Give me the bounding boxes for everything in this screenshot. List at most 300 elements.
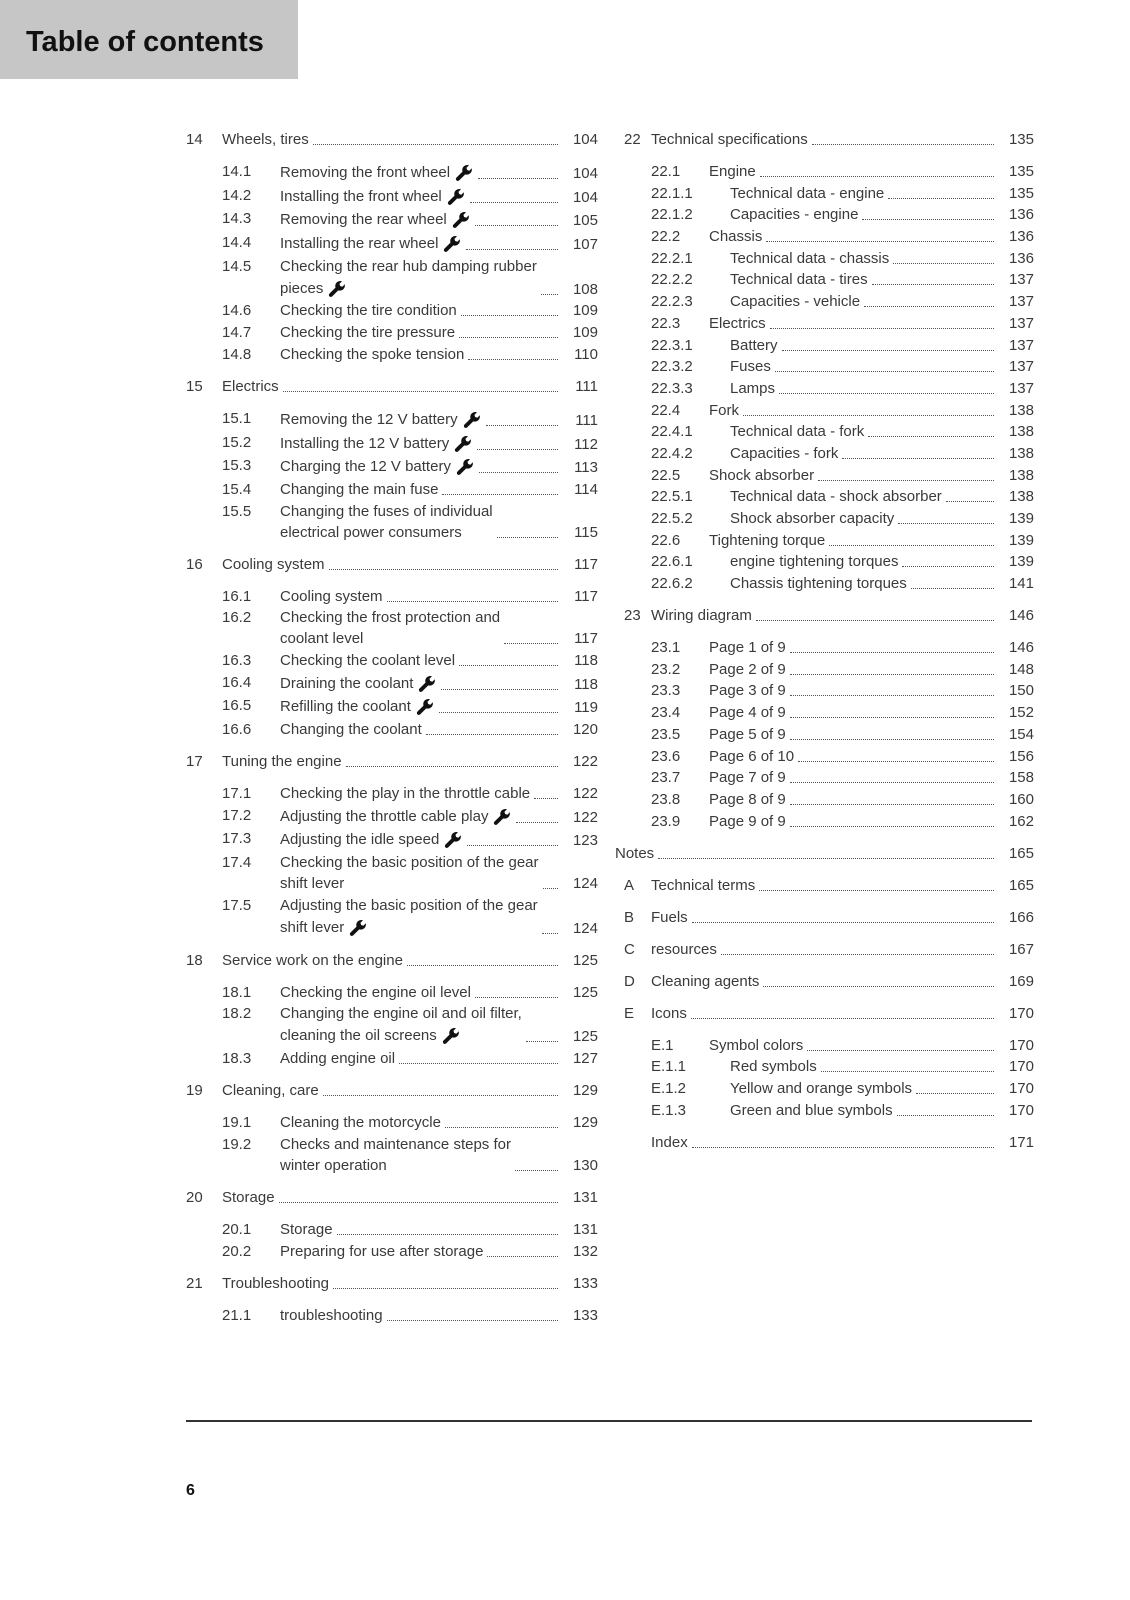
dot-leader [658, 857, 994, 859]
toc-entry-22-2[interactable] [624, 228, 1034, 246]
toc-entry-number: 15.5 [222, 502, 252, 520]
toc-entry-15[interactable] [186, 378, 598, 396]
dot-leader [534, 797, 558, 799]
dot-leader [911, 587, 994, 589]
toc-entry-page-number: 139 [1008, 510, 1034, 527]
toc-entry-page-number: 108 [572, 280, 598, 298]
toc-entry-22-3-1[interactable] [624, 337, 1034, 355]
dot-leader [337, 1233, 558, 1235]
toc-entry-23-2[interactable] [624, 661, 1034, 679]
toc-entry-number: 22.3.3 [651, 379, 693, 397]
toc-entry-16-4[interactable] [186, 674, 598, 694]
dot-leader [829, 544, 994, 546]
toc-entry-page-number: 105 [572, 212, 598, 230]
toc-entry-title: Icons [651, 1004, 687, 1022]
toc-entry-title: Notes [615, 844, 655, 862]
toc-entry-title: Chassis [709, 228, 763, 246]
toc-entry-number: 18.1 [222, 983, 252, 1001]
toc-entry-16-3[interactable] [186, 652, 598, 670]
toc-entry-15-4[interactable] [186, 481, 598, 499]
toc-entry-number: 17.5 [222, 896, 252, 914]
dot-leader [782, 349, 994, 351]
toc-entry-14-4[interactable] [186, 234, 598, 254]
toc-entry-23[interactable] [624, 607, 1034, 625]
dot-leader [790, 781, 994, 783]
toc-entry-title: Capacities - fork [730, 444, 839, 462]
toc-entry-number: 16.3 [222, 651, 252, 669]
toc-entry-number: 22.2.3 [651, 293, 693, 311]
toc-entry-page-number: 130 [572, 1156, 598, 1174]
dot-leader [868, 435, 994, 437]
toc-entry-number: 16 [186, 555, 203, 573]
toc-entry-title: Adjusting the basic position of the gear [280, 896, 538, 914]
dot-leader [864, 305, 994, 307]
wrench-icon [455, 457, 475, 477]
wrench-icon [446, 187, 466, 207]
toc-entry-title-continued: shift lever [280, 875, 345, 893]
toc-entry-e[interactable] [624, 1005, 1034, 1023]
dot-leader [842, 457, 994, 459]
toc-entry-page-number: 104 [572, 188, 598, 206]
toc-entry-number: 22.3 [651, 314, 681, 332]
toc-entry-title: Cleaning agents [651, 972, 760, 990]
dot-leader [526, 1040, 558, 1042]
dot-leader [387, 1319, 558, 1321]
toc-entry-number: 22.2 [651, 228, 681, 246]
toc-entry-page-number: 146 [1008, 639, 1034, 657]
toc-entry-page-number: 137 [1008, 336, 1034, 354]
toc-entry-title: Preparing for use after storage [280, 1242, 484, 1260]
dot-leader [399, 1062, 558, 1064]
dot-leader [812, 143, 994, 145]
wrench-icon [462, 410, 482, 430]
toc-entry-page-number: 131 [572, 1220, 598, 1238]
dot-leader [818, 479, 994, 481]
toc-entry-title: Refilling the coolant [280, 697, 435, 717]
toc-entry-page-number: 107 [572, 236, 598, 254]
toc-entry-22-6-1[interactable] [624, 553, 1034, 571]
wrench-icon [417, 674, 437, 694]
toc-entry-page-number: 117 [574, 630, 598, 648]
toc-entry-18-3[interactable] [186, 1050, 598, 1068]
toc-entry-23-3[interactable] [624, 682, 1034, 700]
toc-entry-title-continued: coolant level [280, 630, 364, 648]
toc-entry-e-1[interactable] [624, 1037, 1034, 1055]
dot-leader [807, 1049, 994, 1051]
toc-entry-title: Checks and maintenance steps for [280, 1135, 511, 1153]
toc-entry-e-1-1[interactable] [624, 1058, 1034, 1076]
toc-entry-page-number: 138 [1008, 401, 1034, 419]
toc-entry-page-number: 104 [572, 165, 598, 182]
toc-entry-title: Electrics [709, 314, 766, 332]
toc-entry-20-1[interactable] [186, 1221, 598, 1239]
toc-entry-number: 15.3 [222, 457, 252, 475]
dot-leader [766, 240, 994, 242]
toc-entry-page-number: 135 [1008, 184, 1034, 202]
dot-leader [479, 471, 558, 473]
toc-entry-page-number: 139 [1008, 531, 1034, 549]
dot-leader [760, 175, 994, 177]
dot-leader [478, 177, 558, 179]
toc-entry-16-2[interactable] [186, 609, 598, 648]
toc-entry-22-6[interactable] [624, 532, 1034, 550]
toc-entry-20[interactable] [186, 1189, 598, 1207]
toc-entry-page-number: 122 [572, 785, 598, 802]
wrench-icon [451, 210, 471, 230]
toc-entry-title: Adjusting the idle speed [280, 830, 463, 850]
toc-entry-number: E.1 [651, 1036, 674, 1054]
toc-entry-number: 14.8 [222, 345, 252, 363]
toc-entry-title: Technical data - engine [730, 184, 885, 202]
toc-entry-number: 15.2 [222, 433, 252, 451]
toc-entry-title: Tightening torque [709, 531, 826, 549]
toc-entry-page-number: 167 [1008, 940, 1034, 958]
toc-entry-title: Capacities - engine [730, 206, 859, 224]
toc-entry-page-number: 137 [1008, 271, 1034, 289]
toc-entry-page-number: 111 [575, 411, 598, 429]
wrench-icon [415, 697, 435, 717]
dot-leader [759, 889, 994, 891]
toc-entry-title: Checking the basic position of the gear [280, 854, 539, 872]
toc-entry-number: 16.4 [222, 673, 252, 691]
toc-entry-number: 22.1.1 [651, 184, 693, 202]
toc-entry-page-number: 132 [572, 1242, 598, 1260]
toc-entry-page-number: 165 [1008, 876, 1034, 894]
toc-entry-title: Troubleshooting [222, 1274, 330, 1292]
toc-entry-number: 22.4.1 [651, 423, 693, 441]
toc-entry-number: 19 [186, 1082, 203, 1100]
dot-leader [283, 390, 558, 392]
toc-entry-title: Yellow and orange symbols [730, 1079, 913, 1097]
toc-entry-number: 14.4 [222, 234, 252, 252]
toc-entry-title: Draining the coolant [280, 674, 437, 694]
toc-entry-page-number: 125 [572, 951, 598, 969]
toc-entry-22-1-1[interactable] [624, 185, 1034, 203]
toc-entry-title: Tuning the engine [222, 753, 342, 770]
toc-entry-number: 17.4 [222, 854, 252, 872]
toc-entry-15-5[interactable] [186, 503, 598, 542]
wrench-icon [327, 279, 347, 299]
toc-entry-number: 23.5 [651, 725, 681, 743]
toc-entry-14-2[interactable] [186, 187, 598, 207]
toc-entry-title: Changing the fuses of individual [280, 502, 493, 520]
toc-entry-16-6[interactable] [186, 721, 598, 739]
toc-entry-page-number: 138 [1008, 444, 1034, 462]
toc-entry-b[interactable] [624, 909, 1034, 927]
toc-entry-14-7[interactable] [186, 324, 598, 342]
dot-leader [543, 887, 559, 889]
toc-entry-23-7[interactable] [624, 769, 1034, 787]
toc-entry-title: Page 9 of 9 [709, 812, 786, 830]
toc-entry-page-number: 129 [572, 1082, 598, 1100]
toc-entry-22-1-2[interactable] [624, 206, 1034, 224]
toc-entry-title: Changing the engine oil and oil filter, [280, 1005, 522, 1023]
toc-entry-page-number: 135 [1008, 163, 1034, 180]
toc-entry-14-3[interactable] [186, 210, 598, 230]
toc-entry-22-2-3[interactable] [624, 293, 1034, 311]
toc-entry-18-2[interactable] [186, 1005, 598, 1046]
toc-entry-page-number: 124 [572, 875, 598, 893]
toc-entry-title: Fuels [651, 908, 688, 926]
toc-entry-22-2-1[interactable] [624, 250, 1034, 268]
dot-leader [821, 1070, 994, 1072]
toc-entry-page-number: 133 [572, 1274, 598, 1292]
toc-entry-15-1[interactable] [186, 410, 598, 430]
toc-entry-17-3[interactable] [186, 830, 598, 850]
dot-leader [790, 825, 994, 827]
wrench-icon [492, 807, 512, 827]
dot-leader [763, 985, 994, 987]
dot-leader [790, 651, 994, 653]
toc-entry-14-6[interactable] [186, 302, 598, 320]
dot-leader [461, 314, 558, 316]
toc-entry-number: E.1.3 [651, 1101, 687, 1119]
toc-entry-d[interactable] [624, 973, 1034, 991]
dot-leader [790, 673, 994, 675]
toc-entry-23-9[interactable] [624, 813, 1034, 831]
toc-entry-index[interactable] [624, 1134, 1034, 1152]
wrench-icon [441, 1026, 461, 1046]
toc-entry-title-continued: winter operation [280, 1156, 387, 1174]
dot-leader [468, 358, 558, 360]
dot-leader [445, 1126, 558, 1128]
toc-entry-number: D [624, 972, 635, 990]
toc-entry-page-number: 156 [1008, 747, 1034, 765]
toc-entry-page-number: 122 [572, 808, 598, 826]
toc-entry-23-4[interactable] [624, 704, 1034, 722]
toc-entry-title: Service work on the engine [222, 951, 403, 969]
toc-entry-title: Adjusting the throttle cable play [280, 807, 512, 827]
toc-entry-21[interactable] [186, 1275, 598, 1293]
toc-entry-title: Checking the spoke tension [280, 345, 465, 363]
dot-leader [323, 1094, 558, 1096]
toc-entry-notes[interactable] [615, 844, 1034, 863]
toc-entry-number: 23.7 [651, 769, 681, 787]
toc-entry-page-number: 138 [1008, 466, 1034, 484]
toc-entry-22-5[interactable] [624, 467, 1034, 485]
footer-divider [186, 1420, 1032, 1422]
toc-entry-19[interactable] [186, 1082, 598, 1100]
toc-entry-22-3-3[interactable] [624, 380, 1034, 398]
toc-entry-page-number: 120 [572, 721, 598, 738]
toc-entry-19-1[interactable] [186, 1114, 598, 1132]
toc-entry-14-1[interactable] [186, 163, 598, 183]
toc-entry-22-2-2[interactable] [624, 271, 1034, 289]
toc-entry-page-number: 135 [1008, 131, 1034, 148]
toc-entry-16-1[interactable] [186, 588, 598, 606]
dot-leader [541, 293, 558, 295]
toc-entry-17-2[interactable] [186, 807, 598, 827]
toc-entry-14-5[interactable] [186, 258, 598, 299]
toc-right-column [615, 131, 1034, 1166]
toc-entry-title: Adding engine oil [280, 1050, 396, 1068]
toc-entry-15-2[interactable] [186, 434, 598, 454]
wrench-icon [348, 918, 368, 938]
toc-entry-title: Changing the main fuse [280, 480, 439, 498]
toc-entry-page-number: 170 [1008, 1036, 1034, 1054]
toc-entry-page-number: 137 [1008, 379, 1034, 397]
toc-entry-page-number: 165 [1008, 844, 1034, 862]
toc-entry-page-number: 114 [574, 480, 598, 498]
toc-entry-title: Lamps [730, 379, 776, 397]
toc-entry-title: Page 4 of 9 [709, 704, 786, 722]
toc-entry-22-4-2[interactable] [624, 445, 1034, 463]
toc-entry-page-number: 160 [1008, 790, 1034, 808]
dot-leader [897, 1114, 994, 1116]
toc-entry-number: 22.5.1 [651, 488, 693, 506]
toc-entry-page-number: 138 [1008, 423, 1034, 441]
toc-entry-number: 22.5 [651, 466, 681, 484]
toc-entry-23-5[interactable] [624, 726, 1034, 744]
toc-entry-title: Changing the coolant [280, 721, 422, 738]
toc-entry-page-number: 170 [1008, 1058, 1034, 1076]
dot-leader [475, 224, 558, 226]
toc-entry-page-number: 136 [1008, 228, 1034, 246]
toc-entry-17-1[interactable] [186, 785, 598, 803]
toc-entry-title: Chassis tightening torques [730, 575, 907, 593]
toc-entry-title: Cooling system [280, 587, 383, 605]
toc-entry-16[interactable] [186, 556, 598, 574]
toc-entry-title: Removing the front wheel [280, 163, 474, 183]
toc-entry-number: 14.5 [222, 257, 252, 275]
toc-entry-title: Technical data - chassis [730, 249, 890, 267]
toc-entry-22-3[interactable] [624, 315, 1034, 333]
toc-entry-title: Wheels, tires [222, 131, 309, 148]
toc-entry-23-8[interactable] [624, 791, 1034, 809]
toc-entry-number: E.1.2 [651, 1079, 687, 1097]
toc-entry-page-number: 139 [1008, 553, 1034, 571]
dot-leader [459, 336, 558, 338]
dot-leader [893, 262, 994, 264]
dot-leader [487, 1255, 558, 1257]
toc-entry-e-1-2[interactable] [624, 1080, 1034, 1098]
dot-leader [898, 522, 994, 524]
toc-entry-22-6-2[interactable] [624, 575, 1034, 593]
dot-leader [313, 143, 558, 145]
toc-entry-title: Page 1 of 9 [709, 639, 786, 657]
toc-entry-number: 22.6.1 [651, 553, 693, 571]
toc-entry-20-2[interactable] [186, 1243, 598, 1261]
toc-entry-number: 14.1 [222, 163, 252, 180]
dot-leader [946, 500, 994, 502]
toc-entry-page-number: 158 [1008, 769, 1034, 787]
toc-entry-19-2[interactable] [186, 1136, 598, 1175]
dot-leader [459, 664, 558, 666]
toc-entry-page-number: 109 [572, 324, 598, 342]
toc-entry-15-3[interactable] [186, 457, 598, 477]
dot-leader [756, 619, 994, 621]
toc-entry-22-5-1[interactable] [624, 488, 1034, 506]
toc-entry-23-1[interactable] [624, 639, 1034, 657]
header-banner [0, 0, 298, 79]
toc-entry-page-number: 117 [574, 587, 598, 605]
toc-entry-title: resources [651, 940, 717, 958]
toc-entry-title: Page 5 of 9 [709, 725, 786, 743]
dot-leader [515, 1169, 558, 1171]
toc-entry-number: 23.9 [651, 812, 681, 830]
dot-leader [279, 1201, 558, 1203]
toc-entry-18-1[interactable] [186, 984, 598, 1002]
toc-entry-title: Storage [222, 1188, 275, 1206]
toc-entry-number: 20.1 [222, 1220, 252, 1238]
toc-entry-23-6[interactable] [624, 748, 1034, 766]
dot-leader [916, 1092, 994, 1094]
toc-entry-title: Checking the coolant level [280, 651, 456, 669]
wrench-icon [442, 234, 462, 254]
toc-entry-22-3-2[interactable] [624, 358, 1034, 376]
toc-entry-21-1[interactable] [186, 1307, 598, 1325]
toc-entry-page-number: 136 [1008, 249, 1034, 267]
toc-entry-title: Shock absorber [709, 466, 815, 484]
toc-entry-number: 23.8 [651, 790, 681, 808]
toc-entry-number: 16.1 [222, 587, 252, 605]
toc-entry-number: 23.1 [651, 639, 681, 657]
toc-entry-page-number: 133 [572, 1306, 598, 1324]
dot-leader [504, 642, 558, 644]
toc-entry-number: A [624, 876, 635, 894]
toc-entry-22-4-1[interactable] [624, 423, 1034, 441]
toc-entry-17-4[interactable] [186, 854, 598, 893]
toc-entry-page-number: 129 [572, 1114, 598, 1132]
toc-entry-17[interactable] [186, 753, 598, 771]
toc-entry-17-5[interactable] [186, 897, 598, 938]
toc-entry-number: 23.2 [651, 660, 681, 678]
dot-leader [872, 283, 994, 285]
dot-leader [779, 392, 994, 394]
toc-entry-title: Battery [730, 336, 778, 354]
toc-entry-number: 16.6 [222, 721, 252, 738]
toc-entry-page-number: 146 [1008, 607, 1034, 625]
toc-entry-title: Technical specifications [651, 131, 808, 148]
toc-entry-number: 23.6 [651, 747, 681, 765]
toc-entry-14[interactable] [186, 131, 598, 149]
dot-leader [743, 414, 994, 416]
toc-entry-number: C [624, 940, 635, 958]
toc-entry-title: Installing the 12 V battery [280, 434, 473, 454]
dot-leader [790, 803, 994, 805]
toc-entry-22-5-2[interactable] [624, 510, 1034, 528]
toc-entry-c[interactable] [624, 941, 1034, 959]
toc-entry-page-number: 154 [1008, 725, 1034, 743]
toc-entry-16-5[interactable] [186, 697, 598, 717]
dot-leader [439, 711, 558, 713]
toc-entry-number: 16.5 [222, 697, 252, 715]
toc-entry-title: Engine [709, 163, 756, 180]
toc-entry-e-1-3[interactable] [624, 1102, 1034, 1120]
toc-entry-page-number: 171 [1008, 1133, 1034, 1151]
toc-entry-number: 20.2 [222, 1242, 252, 1260]
toc-entry-title: Page 6 of 10 [709, 747, 795, 765]
toc-entry-page-number: 125 [572, 983, 598, 1001]
toc-entry-22-4[interactable] [624, 402, 1034, 420]
toc-entry-18[interactable] [186, 952, 598, 970]
toc-entry-number: 18 [186, 951, 203, 969]
wrench-icon [443, 830, 463, 850]
toc-entry-title: Checking the rear hub damping rubber [280, 257, 537, 275]
toc-entry-title: Wiring diagram [651, 607, 752, 625]
dot-leader [516, 821, 558, 823]
toc-entry-page-number: 152 [1008, 704, 1034, 722]
toc-entry-page-number: 110 [574, 345, 598, 363]
toc-entry-22-1[interactable] [624, 163, 1034, 181]
toc-entry-title: Installing the rear wheel [280, 234, 462, 254]
toc-entry-title: Removing the rear wheel [280, 210, 471, 230]
dot-leader [770, 327, 994, 329]
toc-entry-title: Shock absorber capacity [730, 510, 895, 527]
toc-entry-a[interactable] [624, 877, 1034, 895]
toc-entry-22[interactable] [624, 131, 1034, 149]
toc-entry-14-8[interactable] [186, 346, 598, 364]
